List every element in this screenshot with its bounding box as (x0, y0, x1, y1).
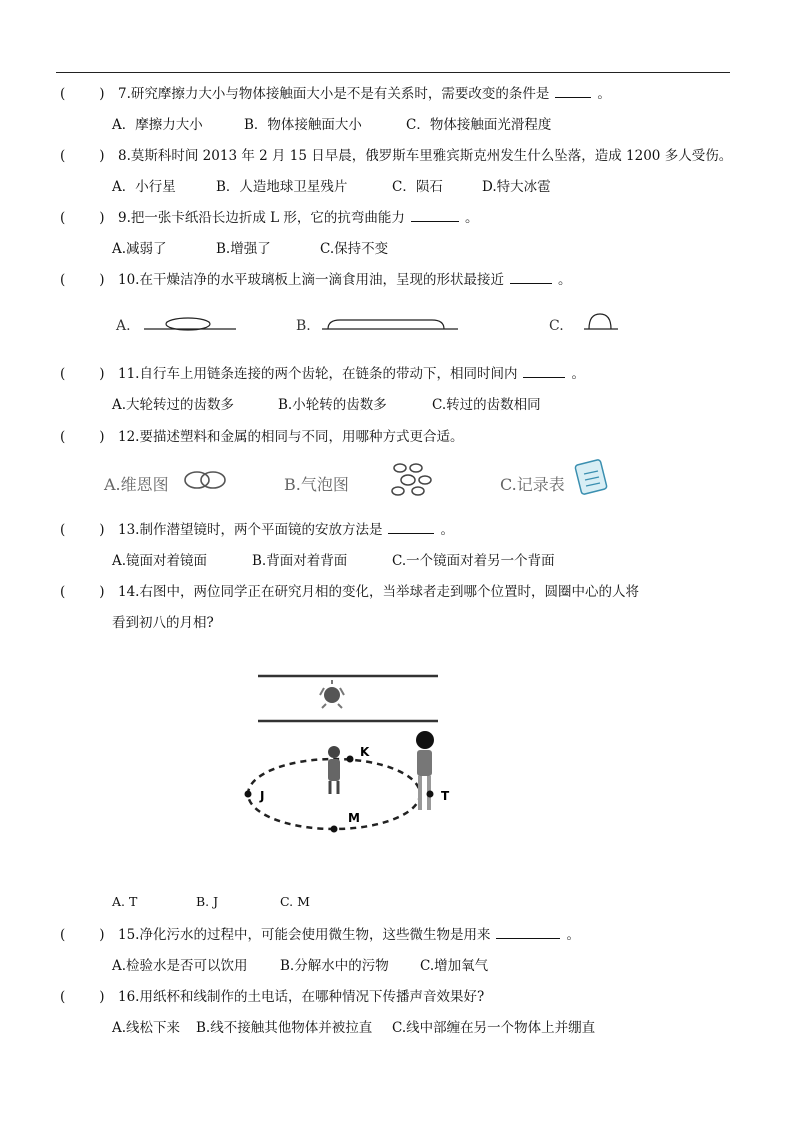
option-c[interactable]: C.一个镜面对着另一个背面 (392, 553, 555, 569)
answer-bracket: ( ) (60, 366, 105, 382)
answer-bracket: ( ) (60, 86, 105, 102)
question-14-options (112, 893, 310, 911)
question-16-options (112, 1019, 595, 1037)
question-10: ( ) 10.在干燥洁净的水平玻璃板上滴一滴食用油，呈现的形状最接近 。 (60, 272, 572, 288)
position-m-dot (331, 826, 338, 833)
option-a[interactable]: A.减弱了 (112, 241, 167, 257)
question-11-options (112, 396, 541, 414)
option-a[interactable]: A．小行星 (112, 179, 176, 195)
question-12 (60, 428, 463, 446)
answer-bracket: ( ) (60, 210, 105, 226)
option-a[interactable]: A. T (112, 894, 138, 909)
venn-diagram-icon (185, 472, 225, 488)
diagram-types-figure (100, 454, 640, 504)
question-text: 11.自行车上用链条连接的两个齿轮，在链条的带动下，相同时间内 (118, 366, 518, 382)
question-text: 14.右图中，两位同学正在研究月相的变化，当举球者走到哪个位置时，圆圈中心的人将 (118, 584, 639, 600)
question-text: 16.用纸杯和线制作的土电话，在哪种情况下传播声音效果好? (118, 989, 485, 1005)
answer-blank[interactable] (523, 365, 565, 378)
question-text: 13.制作潜望镜时，两个平面镜的安放方法是 (118, 522, 383, 538)
answer-bracket: ( ) (60, 148, 105, 164)
oil-label-a: A. (116, 318, 131, 334)
option-c[interactable]: C.增加氧气 (420, 958, 489, 974)
answer-blank[interactable] (411, 209, 459, 222)
option-a[interactable]: A.大轮转过的齿数多 (112, 397, 235, 413)
oil-label-b: B. (296, 318, 311, 334)
bubble-map-icon (392, 464, 431, 495)
oil-shape-b (328, 320, 444, 329)
question-8 (60, 147, 732, 165)
venn-label: A.维恩图 (104, 475, 169, 494)
moon-phase-experiment-figure (232, 660, 472, 850)
question-text: 10.在干燥洁净的水平玻璃板上滴一滴食用油，呈现的形状最接近 (118, 272, 504, 288)
option-c[interactable]: C．物体接触面光滑程度 (406, 117, 552, 133)
question-13-options (112, 552, 555, 570)
question-13: ( ) 13.制作潜望镜时，两个平面镜的安放方法是 。 (60, 522, 454, 538)
question-text: 9.把一张卡纸沿长边折成 L 形，它的抗弯曲能力 (118, 210, 405, 226)
clipboard-icon (575, 459, 607, 494)
table-label: C.记录表 (500, 475, 565, 494)
option-c[interactable]: C．陨石 (392, 179, 443, 195)
question-text: 12.要描述塑料和金属的相同与不同，用哪种方式更合适。 (118, 429, 464, 445)
bubble-label: B.气泡图 (284, 475, 349, 494)
question-14-continued: 看到初八的月相? (112, 615, 214, 631)
option-c[interactable]: C. M (280, 894, 310, 909)
question-7-options (112, 116, 551, 134)
option-a[interactable]: A.线松下来 (112, 1020, 181, 1036)
answer-blank[interactable] (388, 521, 434, 534)
question-text: 8.莫斯科时间 2013 年 2 月 15 日早晨，俄罗斯车里雅宾斯克州发生什么坠落，造成 1200 多人受伤。 (118, 148, 733, 164)
answer-bracket: ( ) (60, 272, 105, 288)
question-15: ( ) 15.净化污水的过程中，可能会使用微生物，这些微生物是用来 。 (60, 927, 580, 943)
answer-blank[interactable] (555, 85, 591, 98)
oil-label-c: C. (549, 318, 564, 334)
option-b[interactable]: B．物体接触面大小 (244, 117, 362, 133)
question-11: ( ) 11.自行车上用链条连接的两个齿轮，在链条的带动下，相同时间内 。 (60, 366, 585, 382)
question-15-options (112, 957, 488, 975)
position-j-dot (245, 791, 252, 798)
question-9-options (112, 240, 388, 258)
position-t-dot (427, 791, 434, 798)
question-14 (60, 583, 639, 601)
question-9: ( ) 9.把一张卡纸沿长边折成 L 形，它的抗弯曲能力 。 (60, 210, 479, 226)
label-t: T (441, 789, 450, 803)
option-b[interactable]: B.小轮转的齿数多 (278, 397, 387, 413)
option-c[interactable]: C.保持不变 (320, 241, 389, 257)
question-8-options (112, 178, 551, 196)
answer-blank[interactable] (496, 926, 560, 939)
option-b[interactable]: B.背面对着背面 (252, 553, 348, 569)
label-k: K (360, 745, 370, 759)
answer-bracket: ( ) (60, 429, 105, 445)
option-d[interactable]: D.特大冰雹 (482, 179, 551, 195)
oil-shape-c (589, 314, 611, 329)
lamp-icon (320, 680, 344, 708)
label-m: M (348, 811, 360, 825)
option-b[interactable]: B.线不接触其他物体并被拉直 (196, 1020, 373, 1036)
center-person-icon (328, 746, 340, 794)
option-b[interactable]: B.分解水中的污物 (280, 958, 389, 974)
answer-bracket: ( ) (60, 927, 105, 943)
option-a[interactable]: A．摩擦力大小 (112, 117, 203, 133)
question-text: 7.研究摩擦力大小与物体接触面大小是不是有关系时，需要改变的条件是 (118, 86, 550, 102)
option-c[interactable]: C.线中部缠在另一个物体上并绷直 (392, 1020, 596, 1036)
option-b[interactable]: B.增强了 (216, 241, 271, 257)
question-16 (60, 988, 484, 1006)
position-k-dot (347, 756, 354, 763)
answer-blank[interactable] (510, 271, 552, 284)
option-a[interactable]: A.检验水是否可以饮用 (112, 958, 248, 974)
option-a[interactable]: A.镜面对着镜面 (112, 553, 208, 569)
answer-bracket: ( ) (60, 584, 105, 600)
oil-shape-a (166, 318, 210, 330)
label-j: J (260, 789, 265, 803)
question-text: 15.净化污水的过程中，可能会使用微生物，这些微生物是用来 (118, 927, 491, 943)
ball-holder-person-icon (416, 731, 434, 810)
option-b[interactable]: B. J (196, 894, 219, 909)
question-7: ( ) 7.研究摩擦力大小与物体接触面大小是不是有关系时，需要改变的条件是 。 (60, 86, 611, 102)
answer-bracket: ( ) (60, 989, 105, 1005)
header-rule (56, 72, 730, 73)
option-c[interactable]: C.转过的齿数相同 (432, 397, 541, 413)
answer-bracket: ( ) (60, 522, 105, 538)
oil-drop-shapes-figure (100, 300, 660, 350)
option-b[interactable]: B．人造地球卫星残片 (216, 179, 348, 195)
